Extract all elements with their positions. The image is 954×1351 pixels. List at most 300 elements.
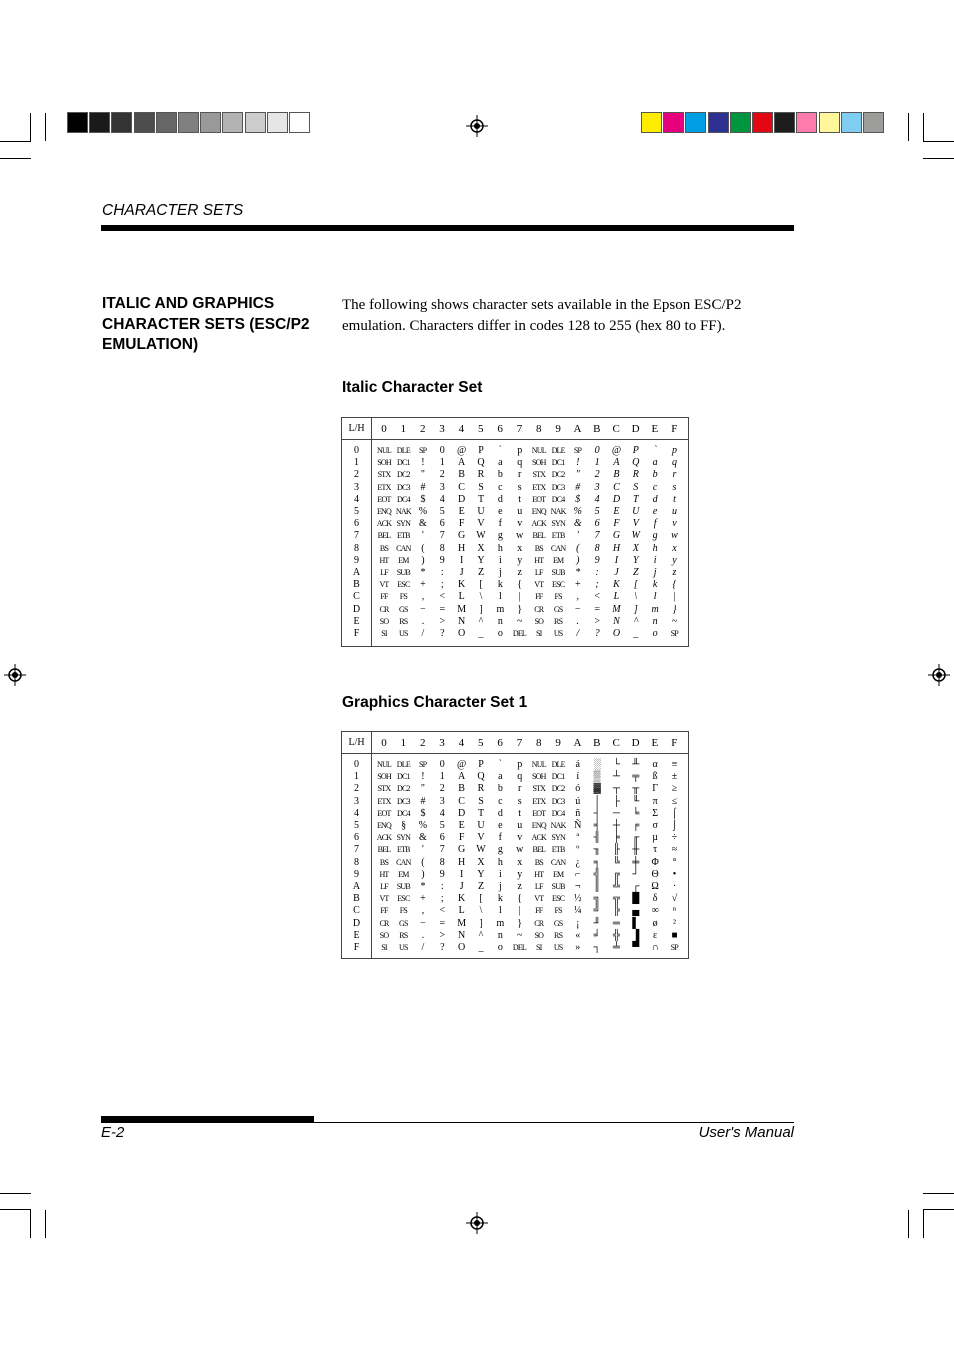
table-cell: , [421,905,424,917]
table-cell: ╡ [593,820,601,831]
color-swatch [841,112,862,133]
color-swatch [774,112,795,133]
table-cell: x [517,856,522,868]
table-cell: ) [421,554,425,566]
column-header: F [671,737,678,749]
table-cell: ETB [551,531,565,541]
table-cell: ╞ [612,832,620,844]
table-cell: ╙ [632,795,639,807]
table-cell: STX [532,470,546,480]
table-cell: EM [398,555,409,565]
table-cell: ETB [396,845,410,855]
table-cell: $ [420,807,425,819]
color-swatch [796,112,817,133]
table-cell: h [497,542,503,554]
table-cell: δ [652,893,657,905]
manual-title: User's Manual [698,1124,794,1141]
table-cell: < [439,591,445,603]
table-cell: ▐ [632,929,639,941]
table-cell: SUB [396,568,410,577]
color-swatch [819,112,840,133]
table-cell: P [478,759,484,770]
table-cell: NUL [531,446,546,455]
table-cell: g [497,530,503,542]
row-header: 5 [354,506,359,517]
table-cell: SOH [531,772,546,782]
table-cell: r [672,469,676,481]
table-cell: z [517,567,522,578]
table-cell: d [497,807,503,819]
table-cell: R [632,469,639,481]
table-cell: NAK [395,507,411,516]
table-cell: S [478,481,484,493]
table-cell: ▓ [593,783,601,795]
gray-swatch [245,112,266,133]
row-header: 9 [354,554,359,566]
table-cell: ^ [478,929,483,941]
table-cell: # [575,481,580,493]
table-cell: { [517,579,522,591]
table-cell: ESC [397,580,410,590]
table-cell: FS [399,592,407,602]
table-cell: ú [575,795,580,807]
table-cell: D [458,493,465,505]
table-cell: ╫ [632,844,639,856]
graphics-character-table [341,731,689,959]
table-cell: ║ [593,881,601,892]
table-cell: G [458,844,465,856]
table-cell: ~ [516,929,522,941]
table-cell: X [632,542,639,554]
column-header: 3 [439,423,445,435]
table-cell: SO [379,930,389,940]
table-cell: π [652,795,658,807]
table-cell: EM [398,869,409,879]
table-cell: " [420,469,425,481]
table-cell: CAN [550,857,566,867]
table-cell: 9 [439,554,445,566]
table-cell: h [652,542,658,554]
table-cell: G [612,530,620,542]
table-cell: ] [633,603,638,615]
table-cell: ⁿ [672,905,676,917]
table-cell: ═ [612,917,620,929]
table-cell: ESC [552,580,565,590]
row-header: 0 [354,445,359,456]
table-cell: z [672,567,676,578]
table-cell: 1 [594,457,600,469]
table-cell: * [420,567,425,578]
table-cell: < [439,905,445,917]
table-cell: n [497,929,503,941]
table-cell: ESC [552,894,565,904]
table-cell: DC4 [396,494,410,504]
table-cell: ╗ [593,893,601,905]
table-cell: x [517,542,522,554]
table-cell: 5 [439,820,445,831]
table-cell: CAN [396,543,411,553]
gray-swatch [134,112,155,133]
column-header: C [612,737,620,749]
table-cell: ß [652,771,658,783]
table-cell: b [497,783,503,795]
table-cell: « [575,929,580,941]
table-cell: BS [379,543,389,553]
table-cell: Q [477,457,485,469]
table-cell: ≈ [671,844,677,856]
table-cell: E [613,506,619,517]
table-cell: ⌐ [574,868,581,880]
table-cell: ETB [396,531,410,541]
table-cell: { [517,893,522,905]
table-cell: ! [421,771,425,783]
table-cell: ε [653,929,657,941]
table-cell: g [652,530,658,542]
column-header: 6 [497,737,503,749]
table-cell: ] [479,917,483,929]
row-header: 8 [354,856,359,868]
table-cell: SYN [396,519,411,529]
table-cell: RS [399,930,408,940]
table-cell: k [497,893,503,905]
table-cell: SOH [377,458,391,468]
row-header: C [353,591,360,603]
table-cell: SI [381,629,387,638]
table-cell: ╨ [632,759,639,770]
table-cell: DEL [512,943,527,952]
table-cell: ⌡ [671,820,678,831]
table-cell: e [652,506,657,517]
table-cell: FS [554,592,562,602]
column-header: 5 [478,737,484,749]
table-cell: 0 [439,445,445,456]
table-cell: CR [534,918,544,928]
table-cell: ~ [516,615,522,627]
table-cell: = [593,603,600,615]
table-cell: ╕ [593,856,601,868]
table-cell: ¼ [574,905,581,917]
table-cell: EM [552,869,564,879]
row-header: 0 [354,759,359,770]
table-cell: n [652,615,658,627]
table-cell: B [458,783,465,795]
table-cell: c [498,481,503,493]
table-cell: d [652,493,658,505]
table-cell: │ [593,795,601,807]
table-cell: f [498,832,502,844]
table-cell: r [518,469,521,481]
table-cell: _ [633,628,638,639]
registration-mark-icon [928,664,950,686]
table-cell: @ [611,445,621,456]
table-cell: VT [379,894,389,904]
table-cell: : [440,567,444,578]
table-cell: H [458,856,465,868]
registration-mark-icon [4,664,26,686]
table-cell: ] [479,603,483,615]
graphics-set-title: Graphics Character Set 1 [342,694,528,711]
table-cell: % [418,506,427,517]
table-cell: ETX [532,482,546,492]
table-cell: SUB [551,568,565,577]
table-cell: q [672,457,677,469]
table-cell: 6 [439,518,445,530]
table-cell: I [614,554,618,566]
registration-mark-icon [466,115,488,137]
table-cell: L [613,591,619,603]
intro-paragraph [342,295,792,337]
table-cell: S [478,795,484,807]
table-cell: BEL [532,531,546,541]
table-cell: FF [380,906,388,916]
table-cell: VT [379,580,389,590]
table-cell: − [420,603,426,615]
table-cell: ETX [377,796,391,806]
table-cell: a [652,457,658,469]
table-cell: SI [536,629,542,638]
table-cell: BEL [377,531,391,541]
table-cell: + [420,579,426,591]
table-cell: w [516,844,523,856]
table-cell: . [576,615,579,627]
table-cell: • [672,868,676,880]
table-cell: > [439,929,445,941]
gray-swatch [178,112,199,133]
table-cell: ? [594,628,600,639]
table-cell: ▄ [632,905,639,917]
table-cell: U [477,506,485,517]
table-cell: ² [673,917,676,929]
column-header: B [593,423,601,435]
table-cell: w [516,530,523,542]
table-cell: ENQ [531,507,546,516]
table-cell: ¡ [576,917,579,929]
table-cell: < [593,591,600,603]
table-cell: p [672,445,677,456]
column-header: B [593,737,601,749]
table-cell: BS [379,857,389,867]
table-cell: y [672,554,677,566]
table-cell: LF [380,568,388,577]
table-cell: BS [534,543,543,553]
table-cell: * [420,881,425,892]
table-cell: i [498,554,502,566]
section-heading-line: EMULATION) [102,336,199,353]
table-cell: CR [379,604,389,614]
table-cell: N [458,929,465,941]
table-cell: BEL [532,845,546,855]
row-header: A [352,567,361,578]
table-cell: DC4 [551,808,565,818]
table-cell: τ [653,844,657,856]
table-cell: 3 [439,795,445,807]
table-cell: ½ [574,893,581,905]
table-cell: ╖ [593,844,601,856]
table-cell: º [576,844,579,856]
table-divider [371,732,372,958]
table-cell: B [613,469,619,481]
column-header: 9 [555,423,561,435]
section-heading-line: CHARACTER SETS (ESC/P2 [102,315,310,333]
table-cell: DC3 [396,482,410,492]
row-header: 1 [354,771,359,783]
table-cell: e [498,506,503,517]
table-cell: q [517,457,522,469]
table-cell: STX [532,784,546,794]
table-cell: # [420,795,425,807]
table-cell: » [575,942,580,953]
running-header: CHARACTER SETS [102,202,244,219]
table-cell: FF [535,906,543,916]
table-cell: DC3 [396,796,410,806]
table-cell: { [672,579,676,591]
table-cell: ª [576,832,579,844]
table-cell: a [498,771,503,783]
table-cell: SOH [377,772,391,782]
row-header: B [353,579,360,591]
table-cell: ∞ [651,905,659,917]
table-cell: l [653,591,657,603]
column-header: 6 [497,423,503,435]
table-cell: H [458,542,465,554]
table-cell: , [576,591,579,603]
table-cell: Ω [651,881,659,892]
table-cell: − [420,917,426,929]
table-cell: " [420,783,425,795]
table-cell: 5 [594,506,600,517]
table-cell: T [477,493,484,505]
table-cell: ┘ [632,868,639,880]
table-cell: ) [576,554,579,566]
table-cell: NAK [550,821,566,830]
table-cell: NUL [376,446,392,455]
color-swatch [752,112,773,133]
table-cell: └ [612,759,620,770]
table-cell: CAN [396,857,411,867]
table-cell: m [496,917,504,929]
table-cell: DC2 [551,784,565,794]
table-cell: SYN [396,833,411,843]
table-cell: EOT [377,494,391,504]
table-cell: ` [653,445,657,456]
table-cell: 7 [439,844,445,856]
table-cell: ENQ [376,507,392,516]
table-cell: SO [379,616,389,626]
table-cell: ? [440,942,445,953]
table-cell: ╦ [612,893,620,905]
table-cell: GS [399,604,408,614]
column-header: 7 [516,737,523,749]
table-cell: − [574,603,581,615]
table-cell: ╟ [612,844,620,856]
table-cell: LF [534,568,543,577]
table-cell: DLE [396,446,410,455]
table-cell: W [476,530,486,542]
table-cell: 0 [594,445,600,456]
table-cell: 4 [594,493,600,505]
table-cell: s [517,795,522,807]
table-cell: Y [633,554,639,566]
table-cell: ) [421,868,425,880]
table-cell: σ [652,820,658,831]
table-cell: ╓ [632,832,639,844]
section-heading-line: ITALIC AND GRAPHICS [102,295,275,312]
column-header: 9 [555,737,561,749]
table-cell: DC2 [396,470,410,480]
table-cell: L [458,591,465,603]
table-cell: ┼ [612,820,620,831]
table-cell: ? [440,628,445,639]
table-cell: k [497,579,503,591]
table-cell: 4 [439,807,445,819]
table-cell: ( [421,856,425,868]
table-cell: % [573,506,582,517]
table-cell: ╒ [632,820,639,831]
table-cell: t [673,493,676,505]
page-number: E-2 [101,1124,125,1141]
table-cell: . [421,929,424,941]
table-cell: EM [552,555,564,565]
table-cell: ' [576,530,579,542]
table-cell: Z [477,567,484,578]
table-cell: ETX [532,796,546,806]
table-cell: Ñ [574,820,581,831]
column-header: 1 [400,423,407,435]
table-cell: FS [399,906,407,916]
column-header: 2 [419,737,426,749]
table-cell: ╚ [612,856,620,868]
row-header: D [352,603,361,615]
table-cell: 3 [439,481,445,493]
table-cell: ┴ [612,771,620,783]
table-cell: > [439,615,445,627]
table-cell: 7 [439,530,445,542]
table-cell: ─ [612,807,620,819]
table-cell: b [652,469,658,481]
column-header: 4 [458,737,465,749]
table-cell: n [497,615,503,627]
table-cell: u [672,506,677,517]
row-header: B [353,893,360,905]
column-header: 8 [536,423,542,435]
table-cell: > [593,615,600,627]
table-cell: ( [421,542,425,554]
row-header: E [353,929,360,941]
row-header: F [353,942,360,953]
table-cell: o [497,628,503,639]
gray-swatch [89,112,110,133]
table-cell: e [498,820,503,831]
table-cell: VT [534,580,544,590]
gray-swatch [222,112,243,133]
table-corner-label: L/H [348,737,365,748]
table-cell: RS [554,616,563,626]
table-cell: STX [377,784,391,794]
table-cell: O [458,628,465,639]
table-cell: o [652,628,658,639]
table-cell: | [518,905,521,917]
table-cell: S [633,481,638,493]
column-header: 0 [381,737,387,749]
table-cell: EOT [532,494,546,504]
table-cell: 6 [594,518,600,530]
table-cell: ( [576,542,579,554]
table-cell: i [498,868,502,880]
row-header: 7 [354,844,359,856]
table-cell: § [401,820,406,831]
table-cell: ╤ [632,771,639,783]
italic-set-title: Italic Character Set [342,379,483,396]
